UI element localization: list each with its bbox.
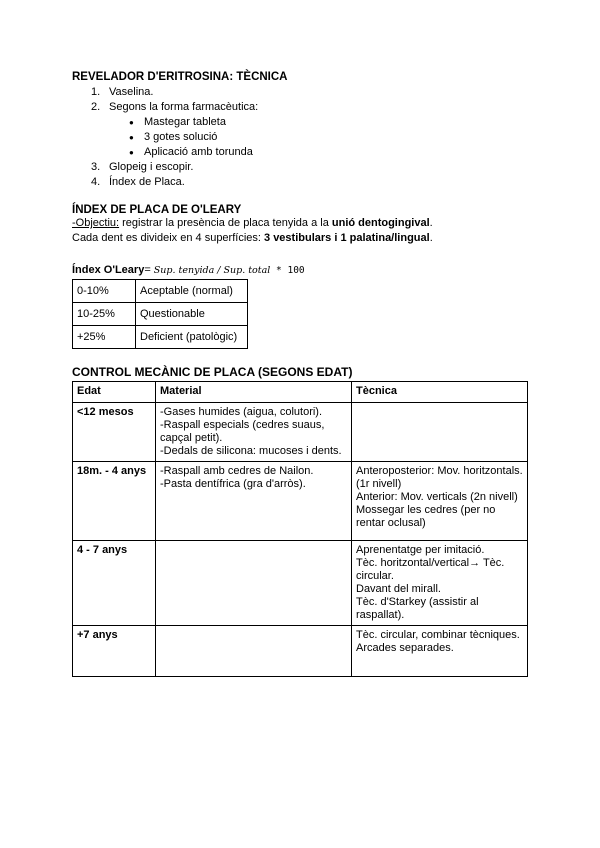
bullet-item: ● Mastegar tableta <box>144 115 288 130</box>
list-item: 4. Índex de Placa. <box>91 176 185 188</box>
list-item: 3. Glopeig i escopir. <box>91 161 194 173</box>
header-cell: Tècnica <box>352 382 528 403</box>
formula-line: Índex O'Leary= Sup. tenyida / Sup. total * 100 <box>72 264 305 276</box>
table-header-row <box>73 382 528 403</box>
section-eritrosina <box>72 71 288 190</box>
list-item: 2. Segons la forma farmacèutica: <box>91 101 259 113</box>
table-row: 0-10% Aceptable (normal) <box>73 280 248 303</box>
section-title: CONTROL MECÀNIC DE PLACA (SEGONS EDAT) <box>72 365 353 379</box>
control-table <box>72 381 528 677</box>
forms-list <box>72 115 288 160</box>
section-title: ÍNDEX DE PLACA DE O'LEARY <box>72 204 242 216</box>
objective-line: -Objectiu: registrar la presència de placa tenyida a la unió dentogingival. <box>72 217 433 229</box>
bullet-item: ● Aplicació amb torunda <box>144 145 288 160</box>
index-table <box>72 279 248 349</box>
bullet-item: ● 3 gotes solució <box>144 130 288 145</box>
header-cell: Edat <box>73 382 156 403</box>
table-row: 4 - 7 anys Aprenentatge per imitació. Tèc. horitzontal/vertical→ Tèc. circular. Davant del mirall. Tèc. d'Starkey (assistir al raspallat). <box>73 541 528 626</box>
section-title: REVELADOR D'ERITROSINA: TÈCNICA <box>72 71 288 83</box>
list-item: 1. Vaselina. <box>91 86 154 98</box>
table-row: 10-25% Questionable <box>73 303 248 326</box>
steps-list-cont <box>72 160 288 190</box>
surfaces-line: Cada dent es divideix en 4 superfícies: 3 vestibulars i 1 palatina/lingual. <box>72 232 433 244</box>
table-row: +25% Deficient (patològic) <box>73 326 248 349</box>
section-oleary <box>72 204 433 246</box>
table-row: 18m. - 4 anys -Raspall amb cedres de Nailon. -Pasta dentífrica (gra d'arròs). Anteroposterior: Mov. horitzontals. (1r nivell) Anterior: Mov. verticals (2n nivell) Mossegar les cedres (per no rentar oclusal) <box>73 462 528 541</box>
table-row: +7 anys Tèc. circular, combinar tècniques. Arcades separades. <box>73 626 528 677</box>
table-row: <12 mesos -Gases humides (aigua, colutori). -Raspall especials (cedres suaus, capçal petit). -Dedals de silicona: mucoses i dents. <box>73 403 528 462</box>
header-cell: Material <box>156 382 352 403</box>
steps-list <box>72 85 288 115</box>
